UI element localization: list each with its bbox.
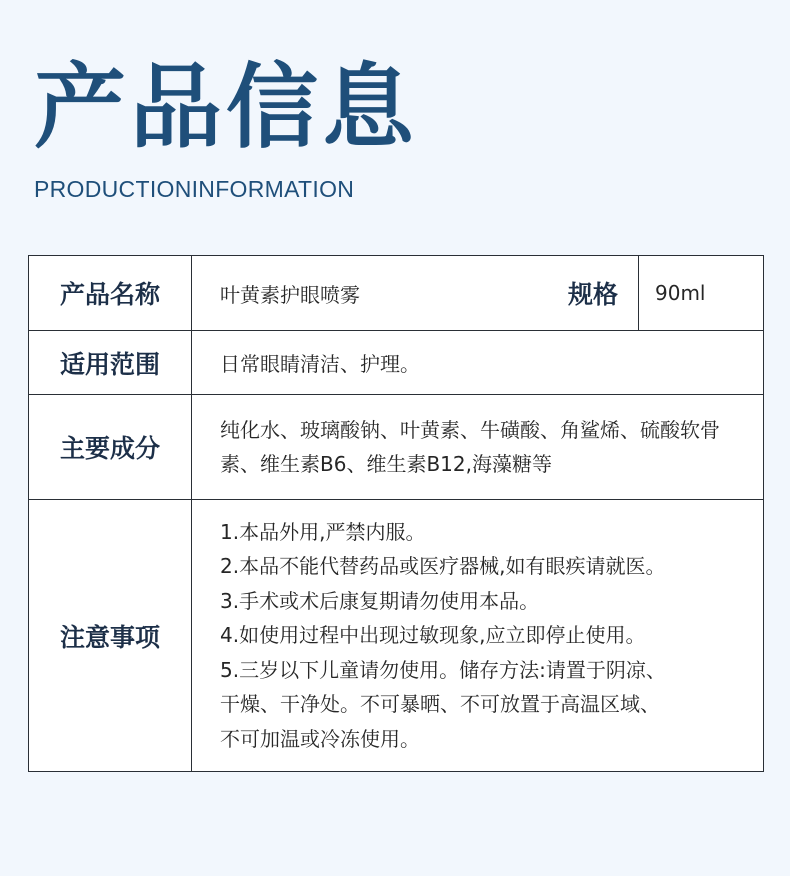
table-row-usage	[29, 331, 763, 395]
note-line: 2.本品不能代替药品或医疗器械,如有眼疾请就医。	[220, 554, 666, 579]
spec-value: 90ml	[638, 256, 762, 330]
page-title: 产品信息	[34, 54, 419, 161]
note-line: 5.三岁以下儿童请勿使用。储存方法:请置于阴凉、	[220, 657, 666, 682]
page-subtitle: PRODUCTIONINFORMATION	[34, 176, 355, 202]
note-line: 3.手术或术后康复期请勿使用本品。	[220, 588, 540, 613]
product-name-cell	[192, 256, 763, 330]
note-line: 1.本品外用,严禁内服。	[220, 519, 426, 544]
product-name-value: 叶黄素护眼喷雾	[220, 282, 360, 307]
notes-list	[192, 500, 763, 771]
product-name-label: 产品名称	[29, 256, 192, 330]
note-line: 不可加温或冷冻使用。	[220, 726, 420, 751]
spec-label: 规格	[568, 280, 619, 309]
ingredients-label: 主要成分	[29, 395, 192, 499]
table-row-notes	[29, 500, 763, 771]
product-info-table	[28, 255, 764, 772]
usage-label: 适用范围	[29, 331, 192, 394]
note-line: 4.如使用过程中出现过敏现象,应立即停止使用。	[220, 623, 646, 648]
table-row-product-name	[29, 256, 763, 331]
note-line: 干燥、干净处。不可暴晒、不可放置于高温区域、	[220, 692, 660, 717]
table-row-ingredients	[29, 395, 763, 500]
notes-label: 注意事项	[29, 500, 192, 771]
ingredients-value: 纯化水、玻璃酸钠、叶黄素、牛磺酸、角鲨烯、硫酸软骨素、维生素B6、维生素B12,海藻糖等	[220, 418, 720, 476]
usage-value: 日常眼睛清洁、护理。	[220, 352, 420, 376]
